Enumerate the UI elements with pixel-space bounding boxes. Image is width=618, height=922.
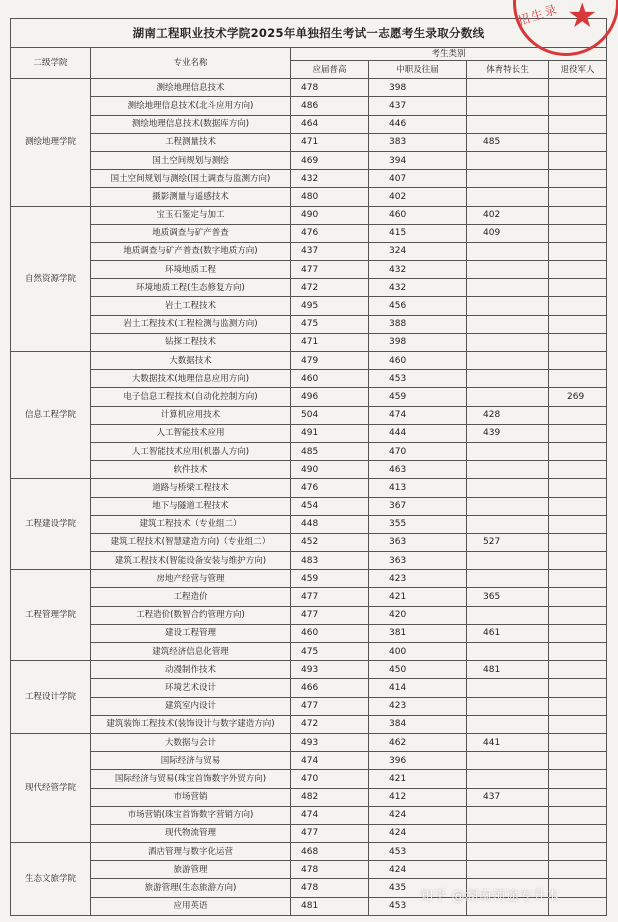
score-cell: 383 (369, 133, 467, 151)
score-cell: 407 (369, 170, 467, 188)
score-cell (549, 752, 607, 770)
score-cell (467, 697, 549, 715)
score-cell (467, 297, 549, 315)
table-row (11, 79, 607, 97)
score-cell (467, 79, 549, 97)
score-cell: 415 (369, 224, 467, 242)
score-cell: 478 (291, 861, 369, 879)
score-cell (549, 715, 607, 733)
score-cell: 444 (369, 424, 467, 442)
score-cell: 495 (291, 297, 369, 315)
table-row (11, 643, 607, 661)
major-name: 地质调查与矿产普查 (91, 224, 291, 242)
score-cell: 469 (291, 151, 369, 169)
table-row (11, 279, 607, 297)
major-name: 摄影测量与遥感技术 (91, 188, 291, 206)
score-cell: 423 (369, 570, 467, 588)
major-name: 国际经济与贸易 (91, 752, 291, 770)
score-cell: 424 (369, 824, 467, 842)
score-cell (549, 315, 607, 333)
score-cell (467, 370, 549, 388)
score-cell (549, 442, 607, 460)
score-cell: 459 (369, 388, 467, 406)
score-cell: 460 (291, 370, 369, 388)
score-cell: 452 (291, 533, 369, 551)
score-cell (467, 97, 549, 115)
score-cell: 477 (291, 697, 369, 715)
score-cell (467, 151, 549, 169)
score-cell: 424 (369, 806, 467, 824)
header-category-4: 退役军人 (549, 61, 607, 79)
major-name: 建筑工程技术（专业组二） (91, 515, 291, 533)
score-cell (549, 333, 607, 351)
score-cell (467, 824, 549, 842)
table-row (11, 242, 607, 260)
score-cell: 363 (369, 533, 467, 551)
score-cell (467, 279, 549, 297)
table-row (11, 824, 607, 842)
score-cell: 453 (369, 370, 467, 388)
score-cell: 450 (369, 661, 467, 679)
score-cell: 478 (291, 879, 369, 897)
score-cell: 490 (291, 206, 369, 224)
table-row (11, 424, 607, 442)
score-cell: 527 (467, 533, 549, 551)
score-cell (467, 715, 549, 733)
score-cell (549, 552, 607, 570)
college-name: 信息工程学院 (11, 352, 91, 479)
table-row (11, 479, 607, 497)
score-cell (467, 442, 549, 460)
major-name: 建设工程管理 (91, 624, 291, 642)
score-cell: 398 (369, 333, 467, 351)
score-cell: 435 (369, 879, 467, 897)
college-name: 生态文旅学院 (11, 843, 91, 916)
score-cell: 474 (369, 406, 467, 424)
score-cell (467, 806, 549, 824)
table-row (11, 406, 607, 424)
major-name: 工程造价(数智合约管理方向) (91, 606, 291, 624)
watermark: 知乎 @湖南领途专升本 (420, 889, 560, 904)
table-row (11, 151, 607, 169)
table-row (11, 624, 607, 642)
score-cell: 496 (291, 388, 369, 406)
score-cell: 432 (369, 279, 467, 297)
score-cell (467, 861, 549, 879)
college-name: 工程管理学院 (11, 570, 91, 661)
score-cell: 421 (369, 770, 467, 788)
score-cell (549, 515, 607, 533)
table-row (11, 570, 607, 588)
header-category-2: 中职及往届 (369, 61, 467, 79)
score-cell (467, 461, 549, 479)
college-name: 现代经管学院 (11, 733, 91, 842)
major-name: 市场营销 (91, 788, 291, 806)
score-cell: 482 (291, 788, 369, 806)
score-cell (549, 624, 607, 642)
score-cell: 481 (291, 897, 369, 915)
major-name: 建筑工程技术(智慧建造方向)（专业组二） (91, 533, 291, 551)
score-cell: 394 (369, 151, 467, 169)
major-name: 大数据与会计 (91, 733, 291, 751)
score-cell: 485 (291, 442, 369, 460)
major-name: 酒店管理与数字化运营 (91, 843, 291, 861)
major-name: 测绘地理信息技术(北斗应用方向) (91, 97, 291, 115)
college-name: 工程建设学院 (11, 479, 91, 570)
table-row (11, 442, 607, 460)
score-cell: 480 (291, 188, 369, 206)
score-cell (549, 97, 607, 115)
score-cell: 398 (369, 79, 467, 97)
table-row (11, 97, 607, 115)
table-row (11, 333, 607, 351)
table-row (11, 224, 607, 242)
major-name: 环境地质工程(生态修复方向) (91, 279, 291, 297)
score-cell (549, 806, 607, 824)
score-cell (549, 297, 607, 315)
score-cell: 470 (291, 770, 369, 788)
score-cell: 476 (291, 224, 369, 242)
college-name: 测绘地理学院 (11, 79, 91, 206)
score-cell (549, 697, 607, 715)
table-row (11, 170, 607, 188)
score-cell (549, 224, 607, 242)
score-cell (549, 406, 607, 424)
major-name: 环境地质工程 (91, 261, 291, 279)
score-cell (549, 479, 607, 497)
score-cell: 477 (291, 606, 369, 624)
score-cell: 475 (291, 315, 369, 333)
table-row (11, 461, 607, 479)
score-cell: 481 (467, 661, 549, 679)
table-row (11, 588, 607, 606)
score-cell: 388 (369, 315, 467, 333)
star-icon: ★ (567, 0, 598, 36)
major-name: 市场营销(珠宝首饰数字营销方向) (91, 806, 291, 824)
score-cell: 437 (369, 97, 467, 115)
major-name: 现代物流管理 (91, 824, 291, 842)
score-cell (467, 388, 549, 406)
score-cell (549, 606, 607, 624)
table-row (11, 370, 607, 388)
score-cell (467, 552, 549, 570)
score-cell: 483 (291, 552, 369, 570)
score-cell (467, 606, 549, 624)
score-cell: 446 (369, 115, 467, 133)
major-name: 工程测量技术 (91, 133, 291, 151)
score-cell: 414 (369, 679, 467, 697)
score-cell: 437 (467, 788, 549, 806)
score-cell (467, 352, 549, 370)
score-cell: 478 (291, 79, 369, 97)
score-cell (467, 497, 549, 515)
score-cell: 400 (369, 643, 467, 661)
score-cell: 412 (369, 788, 467, 806)
score-cell (549, 206, 607, 224)
major-name: 计算机应用技术 (91, 406, 291, 424)
score-cell: 476 (291, 479, 369, 497)
score-cell: 466 (291, 679, 369, 697)
score-cell: 355 (369, 515, 467, 533)
score-cell (549, 170, 607, 188)
header-category-3: 体育特长生 (467, 61, 549, 79)
score-cell: 384 (369, 715, 467, 733)
table-row (11, 752, 607, 770)
score-cell (467, 770, 549, 788)
score-cell (549, 261, 607, 279)
score-cell: 413 (369, 479, 467, 497)
score-cell (467, 261, 549, 279)
score-cell (467, 515, 549, 533)
score-cell: 423 (369, 697, 467, 715)
score-cell (549, 588, 607, 606)
table-body (11, 79, 607, 916)
score-cell: 453 (369, 843, 467, 861)
score-cell: 269 (549, 388, 607, 406)
score-cell: 441 (467, 733, 549, 751)
table-row (11, 861, 607, 879)
score-cell (467, 570, 549, 588)
score-cell (549, 770, 607, 788)
table-row (11, 388, 607, 406)
table-row (11, 606, 607, 624)
score-cell: 461 (467, 624, 549, 642)
major-name: 国土空间规划与测绘(国土调查与监测方向) (91, 170, 291, 188)
score-cell: 432 (369, 261, 467, 279)
score-cell: 472 (291, 715, 369, 733)
score-cell: 468 (291, 843, 369, 861)
score-cell: 462 (369, 733, 467, 751)
score-cell (549, 115, 607, 133)
score-cell (549, 151, 607, 169)
major-name: 人工智能技术应用 (91, 424, 291, 442)
score-cell (549, 279, 607, 297)
score-cell (549, 497, 607, 515)
major-name: 宝玉石鉴定与加工 (91, 206, 291, 224)
score-cell (467, 479, 549, 497)
score-cell (467, 752, 549, 770)
table-row (11, 697, 607, 715)
table-row (11, 315, 607, 333)
score-cell: 486 (291, 97, 369, 115)
major-name: 环境艺术设计 (91, 679, 291, 697)
table-row (11, 497, 607, 515)
score-cell (549, 352, 607, 370)
score-cell: 460 (291, 624, 369, 642)
header-category-1: 应届普高 (291, 61, 369, 79)
table-row (11, 843, 607, 861)
score-cell (549, 733, 607, 751)
score-cell (549, 643, 607, 661)
table-row (11, 206, 607, 224)
score-cell: 381 (369, 624, 467, 642)
score-cell (467, 115, 549, 133)
score-cell: 460 (369, 352, 467, 370)
table-row (11, 515, 607, 533)
header-major: 专业名称 (91, 48, 291, 79)
score-cell (549, 843, 607, 861)
score-cell (549, 424, 607, 442)
score-cell (549, 533, 607, 551)
score-cell: 363 (369, 552, 467, 570)
score-cell (549, 788, 607, 806)
score-cell (549, 133, 607, 151)
score-cell: 367 (369, 497, 467, 515)
score-cell: 456 (369, 297, 467, 315)
table-row (11, 679, 607, 697)
seal-text: 招生录 (516, 1, 561, 29)
major-name: 大数据技术 (91, 352, 291, 370)
score-cell: 463 (369, 461, 467, 479)
score-cell (467, 679, 549, 697)
major-name: 岩土工程技术(工程检测与监测方向) (91, 315, 291, 333)
score-cell: 428 (467, 406, 549, 424)
score-cell: 490 (291, 461, 369, 479)
major-name: 大数据技术(地理信息应用方向) (91, 370, 291, 388)
table-row (11, 261, 607, 279)
score-cell: 432 (291, 170, 369, 188)
score-cell: 471 (291, 333, 369, 351)
header-college: 二级学院 (11, 48, 91, 79)
score-table (10, 18, 607, 916)
admission-score-sheet (10, 18, 606, 916)
major-name: 电子信息工程技术(自动化控制方向) (91, 388, 291, 406)
score-cell: 365 (467, 588, 549, 606)
score-cell: 454 (291, 497, 369, 515)
major-name: 应用英语 (91, 897, 291, 915)
score-cell: 474 (291, 806, 369, 824)
score-cell: 479 (291, 352, 369, 370)
major-name: 地下与隧道工程技术 (91, 497, 291, 515)
table-row (11, 352, 607, 370)
college-name: 工程设计学院 (11, 661, 91, 734)
score-cell (549, 79, 607, 97)
score-cell: 459 (291, 570, 369, 588)
table-row (11, 806, 607, 824)
major-name: 地质调查与矿产普查(数字地质方向) (91, 242, 291, 260)
score-cell (467, 188, 549, 206)
score-cell: 493 (291, 661, 369, 679)
score-cell: 448 (291, 515, 369, 533)
table-row (11, 552, 607, 570)
table-row (11, 788, 607, 806)
score-cell: 439 (467, 424, 549, 442)
table-row (11, 770, 607, 788)
score-cell: 437 (291, 242, 369, 260)
score-cell: 504 (291, 406, 369, 424)
score-cell (549, 188, 607, 206)
major-name: 旅游管理 (91, 861, 291, 879)
score-cell: 421 (369, 588, 467, 606)
score-cell (549, 242, 607, 260)
score-cell: 472 (291, 279, 369, 297)
official-seal (505, 0, 618, 60)
table-row (11, 297, 607, 315)
header-category-group: 考生类别 (291, 48, 607, 61)
score-cell: 409 (467, 224, 549, 242)
score-cell: 477 (291, 261, 369, 279)
table-row (11, 715, 607, 733)
score-cell: 460 (369, 206, 467, 224)
table-row (11, 533, 607, 551)
major-name: 建筑经济信息化管理 (91, 643, 291, 661)
major-name: 软件技术 (91, 461, 291, 479)
score-cell: 493 (291, 733, 369, 751)
score-cell (467, 333, 549, 351)
score-cell (467, 843, 549, 861)
score-cell: 402 (467, 206, 549, 224)
score-cell (467, 242, 549, 260)
table-row (11, 661, 607, 679)
score-cell: 475 (291, 643, 369, 661)
score-cell: 324 (369, 242, 467, 260)
score-cell (549, 824, 607, 842)
score-cell (549, 570, 607, 588)
score-cell: 477 (291, 588, 369, 606)
score-cell: 402 (369, 188, 467, 206)
major-name: 国土空间规划与测绘 (91, 151, 291, 169)
major-name: 建筑室内设计 (91, 697, 291, 715)
score-cell: 424 (369, 861, 467, 879)
college-name: 自然资源学院 (11, 206, 91, 352)
major-name: 测绘地理信息技术(数据库方向) (91, 115, 291, 133)
major-name: 旅游管理(生态旅游方向) (91, 879, 291, 897)
major-name: 道路与桥梁工程技术 (91, 479, 291, 497)
major-name: 工程造价 (91, 588, 291, 606)
score-cell: 453 (369, 897, 467, 915)
score-cell (467, 315, 549, 333)
score-cell: 470 (369, 442, 467, 460)
score-cell (549, 679, 607, 697)
score-cell (549, 661, 607, 679)
table-row (11, 188, 607, 206)
table-row (11, 733, 607, 751)
score-cell (467, 170, 549, 188)
table-row (11, 133, 607, 151)
major-name: 人工智能技术应用(机器人方向) (91, 442, 291, 460)
major-name: 钻探工程技术 (91, 333, 291, 351)
major-name: 岩土工程技术 (91, 297, 291, 315)
table-row (11, 115, 607, 133)
major-name: 建筑工程技术(智能设备安装与维护方向) (91, 552, 291, 570)
score-cell (549, 861, 607, 879)
score-cell: 464 (291, 115, 369, 133)
score-cell: 485 (467, 133, 549, 151)
major-name: 测绘地理信息技术 (91, 79, 291, 97)
score-cell: 396 (369, 752, 467, 770)
score-cell: 491 (291, 424, 369, 442)
score-cell (549, 461, 607, 479)
score-cell (549, 370, 607, 388)
score-cell (467, 643, 549, 661)
major-name: 建筑装饰工程技术(装饰设计与数字建造方向) (91, 715, 291, 733)
major-name: 国际经济与贸易(珠宝首饰数字外贸方向) (91, 770, 291, 788)
score-cell: 420 (369, 606, 467, 624)
page-title: 湖南工程职业技术学院2025年单独招生考试一志愿考生录取分数线 (11, 19, 607, 48)
score-cell: 477 (291, 824, 369, 842)
major-name: 房地产经营与管理 (91, 570, 291, 588)
score-cell: 474 (291, 752, 369, 770)
score-cell: 471 (291, 133, 369, 151)
major-name: 动漫制作技术 (91, 661, 291, 679)
